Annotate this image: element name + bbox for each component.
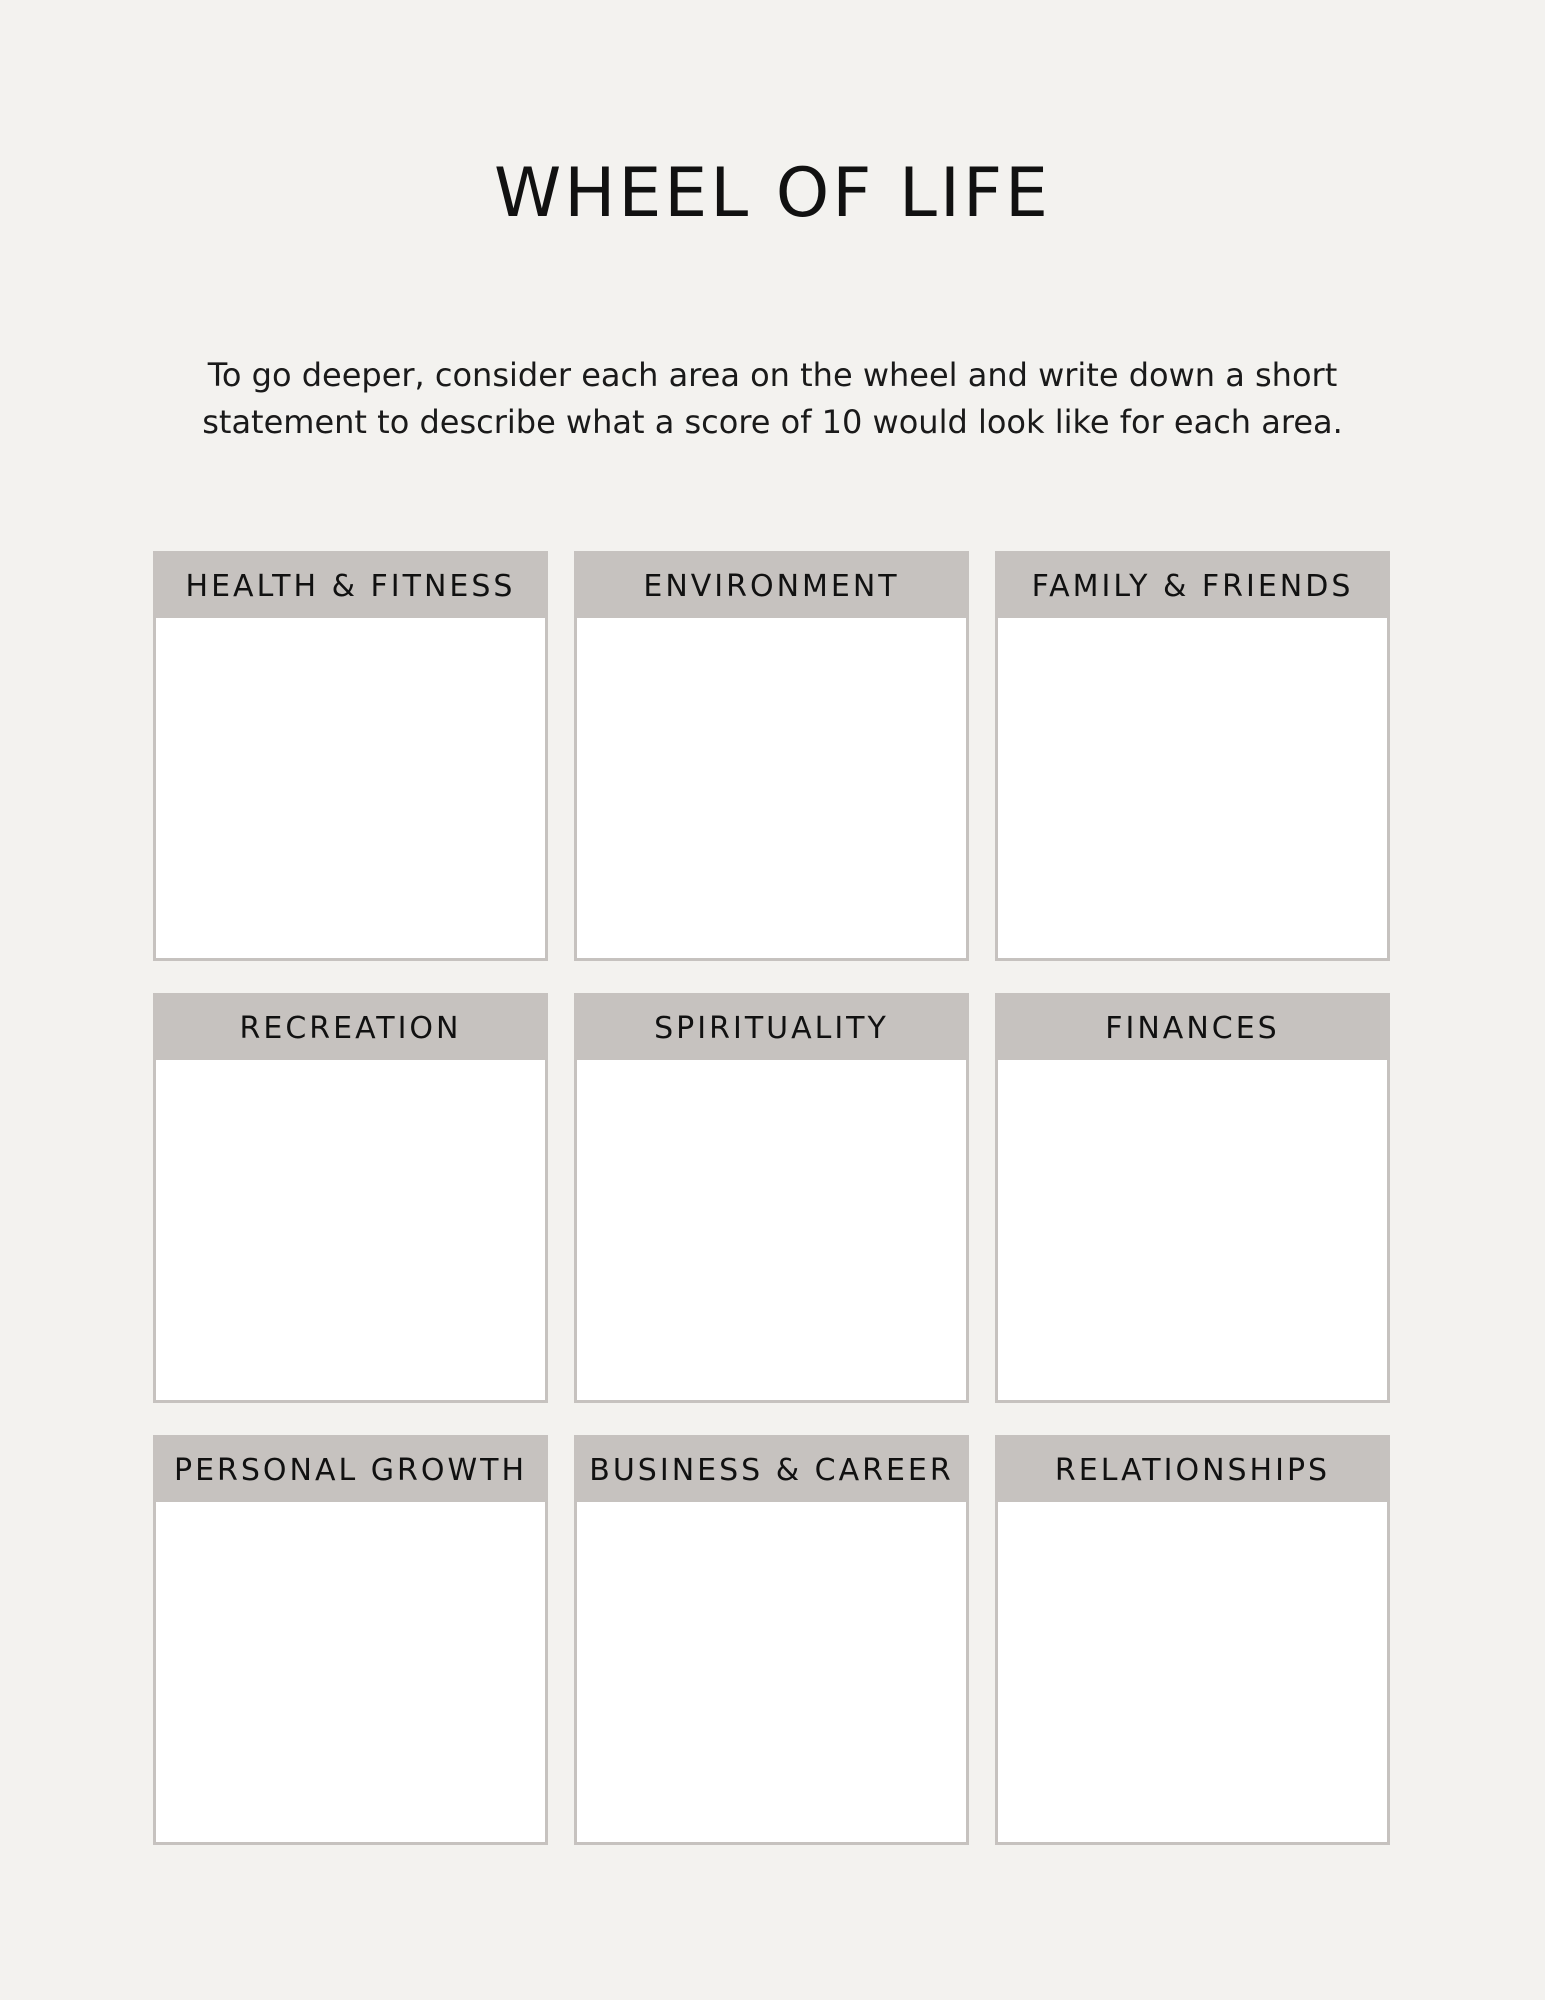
- area-header: FINANCES: [998, 996, 1387, 1060]
- area-card-relationships: [995, 1435, 1390, 1845]
- area-writing-box[interactable]: [156, 1502, 545, 1842]
- area-header: SPIRITUALITY: [577, 996, 966, 1060]
- area-card-spirituality: [574, 993, 969, 1403]
- area-header: BUSINESS & CAREER: [577, 1438, 966, 1502]
- area-writing-box[interactable]: [156, 618, 545, 958]
- intro-line-2: statement to describe what a score of 10 would look like for each area.: [202, 403, 1343, 441]
- area-header: FAMILY & FRIENDS: [998, 554, 1387, 618]
- area-writing-box[interactable]: [577, 618, 966, 958]
- intro-line-1: To go deeper, consider each area on the wheel and write down a short: [207, 356, 1338, 394]
- area-writing-box[interactable]: [998, 1502, 1387, 1842]
- area-card-finances: [995, 993, 1390, 1403]
- area-writing-box[interactable]: [577, 1502, 966, 1842]
- area-header: RECREATION: [156, 996, 545, 1060]
- area-header: PERSONAL GROWTH: [156, 1438, 545, 1502]
- area-writing-box[interactable]: [998, 1060, 1387, 1400]
- area-header: RELATIONSHIPS: [998, 1438, 1387, 1502]
- area-card-environment: [574, 551, 969, 961]
- page-title: WHEEL OF LIFE: [493, 154, 1052, 233]
- area-header: HEALTH & FITNESS: [156, 554, 545, 618]
- area-writing-box[interactable]: [156, 1060, 545, 1400]
- area-card-recreation: [153, 993, 548, 1403]
- areas-grid: [153, 551, 1390, 1845]
- area-header: ENVIRONMENT: [577, 554, 966, 618]
- area-writing-box[interactable]: [577, 1060, 966, 1400]
- area-writing-box[interactable]: [998, 618, 1387, 958]
- area-card-health-fitness: [153, 551, 548, 961]
- area-card-personal-growth: [153, 1435, 548, 1845]
- area-card-business-career: [574, 1435, 969, 1845]
- area-card-family-friends: [995, 551, 1390, 961]
- intro-text: [130, 352, 1415, 446]
